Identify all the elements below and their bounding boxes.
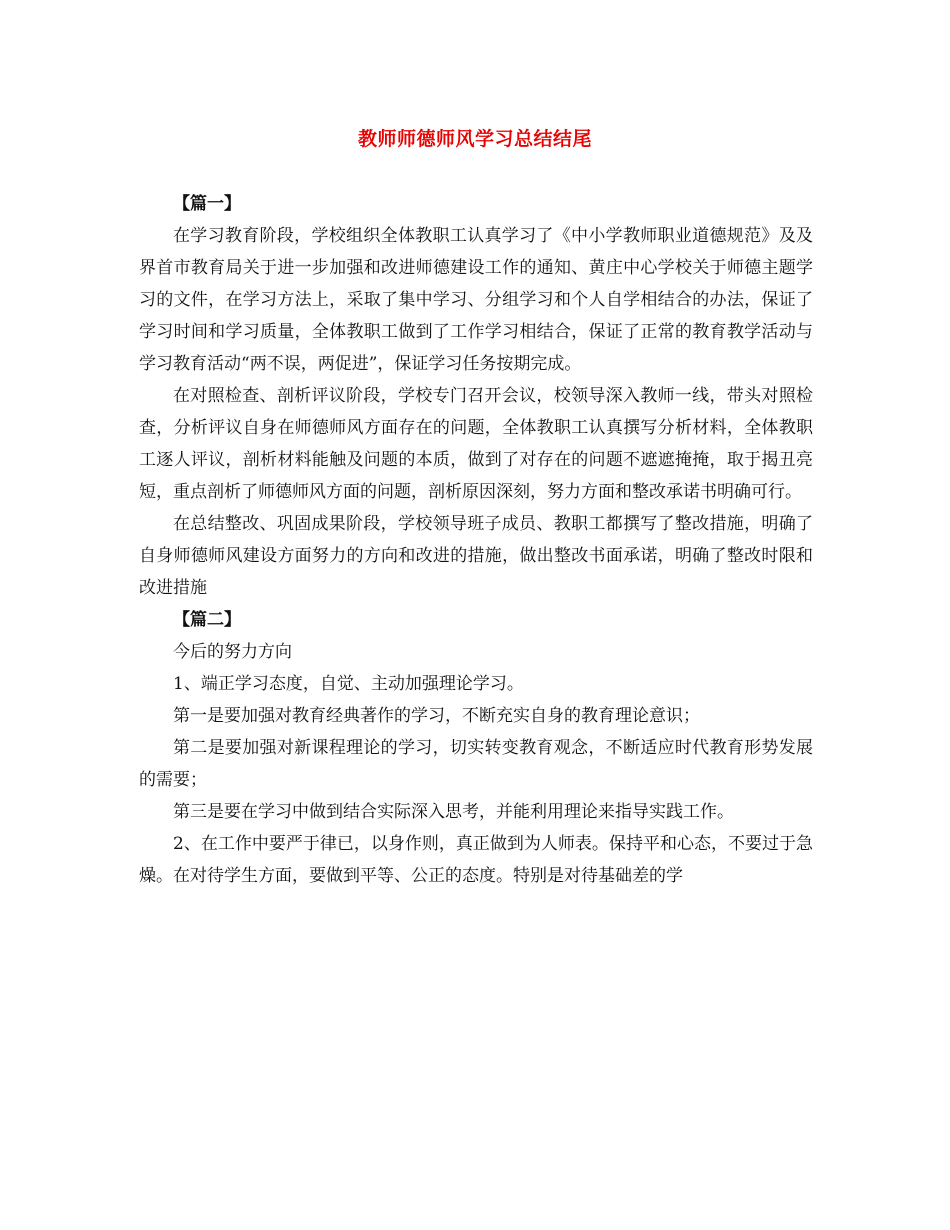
section-heading-2: 【篇二】 — [173, 610, 241, 630]
section-heading-1: 【篇一】 — [173, 194, 241, 214]
paragraph: 2、在工作中要严于律已，以身作则，真正做到为人师表。保持平和心态，不要过于急燥。在对待学生方面，要做到平等、公正的态度。特别是对待基础差的学 — [139, 834, 813, 886]
document-title: 教师师德师风学习总结结尾 — [357, 128, 592, 150]
paragraph: 在学习教育阶段，学校组织全体教职工认真学习了《中小学教师职业道德规范》及及界首市教育局关于进一步加强和改进师德建设工作的通知、黄庄中心学校关于师德主题学习的文件，在学习方法上，采取了集中学习、分组学习和个人自学相结合的办法，保证了学习时间和学习质量，全体教职工做到了工作学习相结合，保证了正常的教育教学活动与学习教育活动“两不误，两促进”，保证学习任务按期完成。 — [139, 226, 813, 374]
paragraph: 在对照检查、剖析评议阶段，学校专门召开会议，校领导深入教师一线，带头对照检查，分析评议自身在师德师风方面存在的问题，全体教职工认真撰写分析材料，全体教职工逐人评议，剖析材料能触及问题的本质，做到了对存在的问题不遮遮掩掩，取于揭丑亮短，重点剖析了师德师风方面的问题，剖析原因深刻，努力方面和整改承诺书明确可行。 — [139, 386, 813, 502]
paragraph: 1、端正学习态度，自觉、主动加强理论学习。 — [173, 674, 524, 694]
paragraph: 第二是要加强对新课程理论的学习，切实转变教育观念，不断适应时代教育形势发展的需要； — [139, 738, 813, 790]
paragraph: 第三是要在学习中做到结合实际深入思考，并能利用理论来指导实践工作。 — [173, 802, 734, 822]
paragraph: 第一是要加强对教育经典著作的学习，不断充实自身的教育理论意识； — [173, 706, 700, 726]
paragraph: 今后的努力方向 — [173, 642, 292, 662]
document-body — [139, 188, 813, 892]
paragraph: 在总结整改、巩固成果阶段，学校领导班子成员、教职工都撰写了整改措施，明确了自身师德师风建设方面努力的方向和改进的措施，做出整改书面承诺，明确了整改时限和改进措施 — [139, 514, 813, 598]
